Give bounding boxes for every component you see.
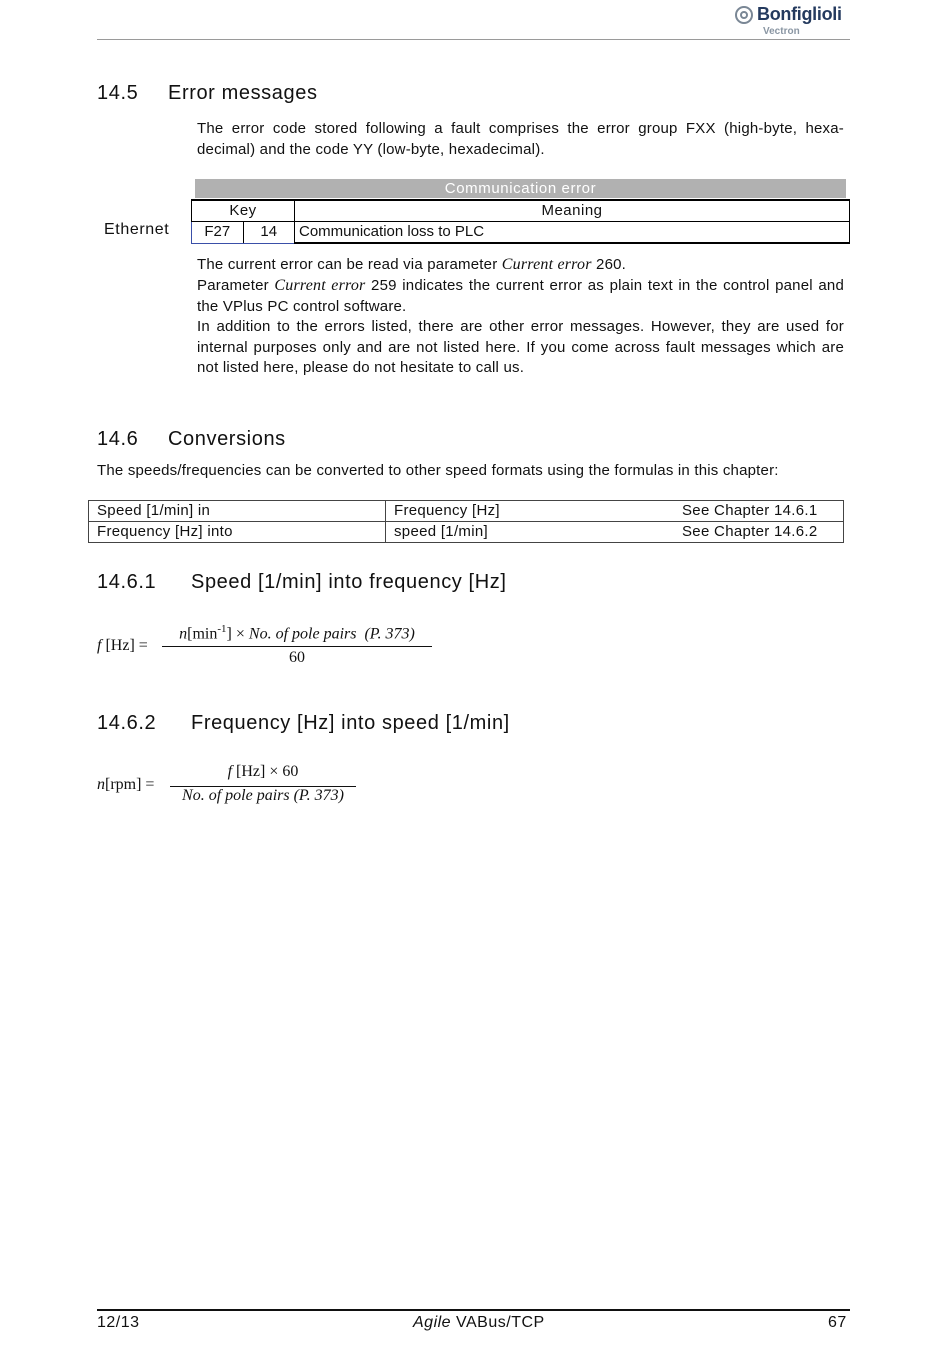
formula-numerator: [170, 763, 356, 781]
error-code-cell: 14: [243, 222, 295, 244]
lhs-unit: [rpm] =: [105, 776, 155, 793]
formula-numerator: [162, 623, 432, 643]
from-cell: Frequency [Hz] into: [89, 522, 386, 543]
page-number: 67: [828, 1314, 847, 1331]
to-cell: Frequency [Hz]: [386, 501, 675, 522]
num-term: No. of pole pairs: [248, 625, 357, 643]
formula-lhs: [97, 776, 154, 794]
ethernet-row-label: Ethernet: [104, 221, 170, 238]
logo-main-text: Bonfiglioli: [757, 4, 842, 24]
header-rule: [97, 39, 850, 40]
num-param: (P. 373): [364, 625, 415, 643]
section-number: 14.6.1: [97, 571, 157, 593]
current-error-paragraph: [197, 255, 844, 276]
footer-title-italic: Agile: [413, 1314, 452, 1331]
table-row: [89, 501, 844, 522]
section-title: Error messages: [168, 82, 318, 104]
section-title: Frequency [Hz] into speed [1/min]: [191, 712, 510, 734]
footer-title-rest: VABus/TCP: [451, 1314, 545, 1331]
footer-rule: [97, 1309, 850, 1311]
num-variable: n: [179, 625, 188, 643]
table-row: [192, 222, 850, 244]
num-times: ] ×: [226, 625, 249, 643]
logo-sub-text: Vectron: [763, 26, 800, 37]
num-rest: [Hz] × 60: [232, 763, 299, 780]
section-14-5-heading: [97, 82, 318, 105]
section-title: Speed [1/min] into frequency [Hz]: [191, 571, 507, 593]
current-error-text-paragraph: [197, 276, 844, 317]
param-current-error: Current error: [501, 256, 592, 273]
table-header-row: [192, 200, 850, 222]
section-title: Conversions: [168, 428, 286, 450]
num-exponent: -1: [217, 623, 227, 635]
section-14-6-1-heading: [97, 571, 507, 594]
meaning-header: Meaning: [295, 200, 850, 222]
para2-rest: 259 indicates the current error as plain text in the control panel and the VPlus PC control software.: [197, 277, 844, 315]
conversions-intro: The speeds/frequencies can be converted to other speed formats using the formulas in this chapter:: [97, 462, 779, 479]
param-current-error-text: Current error: [274, 277, 366, 294]
logo-emblem-icon: [735, 6, 753, 24]
section-number: 14.6.2: [97, 712, 157, 734]
footer-date: 12/13: [97, 1314, 140, 1331]
comm-error-table-title: Communication error: [195, 179, 846, 198]
section-14-6-2-heading: [97, 712, 510, 735]
footer-title: [413, 1314, 545, 1332]
other-errors-paragraph: In addition to the errors listed, there are other error messages. However, they are used for internal purposes only and are not listed here. If you come across fault messages which are not listed here, please do not hesitate to call us.: [197, 318, 844, 376]
company-logo: [735, 4, 850, 38]
section-number: 14.5: [97, 82, 139, 104]
error-group-cell: F27: [192, 222, 244, 244]
num-variable: f: [227, 763, 233, 780]
formula-denominator: No. of pole pairs (P. 373): [182, 787, 344, 804]
conversions-table: [88, 500, 844, 543]
error-intro-paragraph: The error code stored following a fault comprises the error group FXX (high-byte, hexa-decimal) and the code YY (low-byte, hexadecimal).: [197, 120, 844, 158]
param-number-260: 260.: [596, 256, 627, 273]
lhs-variable: f: [97, 637, 102, 654]
table-row: [89, 522, 844, 543]
lhs-variable: n: [97, 776, 105, 793]
fraction-bar: [162, 646, 432, 647]
para1-prefix: The current error can be read via parameter: [197, 256, 502, 273]
chapter-ref-cell: See Chapter 14.6.1: [674, 501, 844, 522]
formula-lhs: [97, 637, 148, 655]
comm-error-table: [191, 199, 850, 244]
from-cell: Speed [1/min] in: [89, 501, 386, 522]
key-header: Key: [192, 200, 295, 222]
num-unit: [min: [187, 625, 218, 643]
formula-denominator: 60: [289, 649, 305, 666]
to-cell: speed [1/min]: [386, 522, 675, 543]
section-14-6-heading: [97, 428, 286, 451]
para2-prefix: Parameter: [197, 277, 275, 294]
chapter-ref-cell: See Chapter 14.6.2: [674, 522, 844, 543]
lhs-unit: [Hz] =: [105, 637, 148, 654]
section-number: 14.6: [97, 428, 139, 450]
error-meaning-cell: Communication loss to PLC: [295, 222, 850, 244]
